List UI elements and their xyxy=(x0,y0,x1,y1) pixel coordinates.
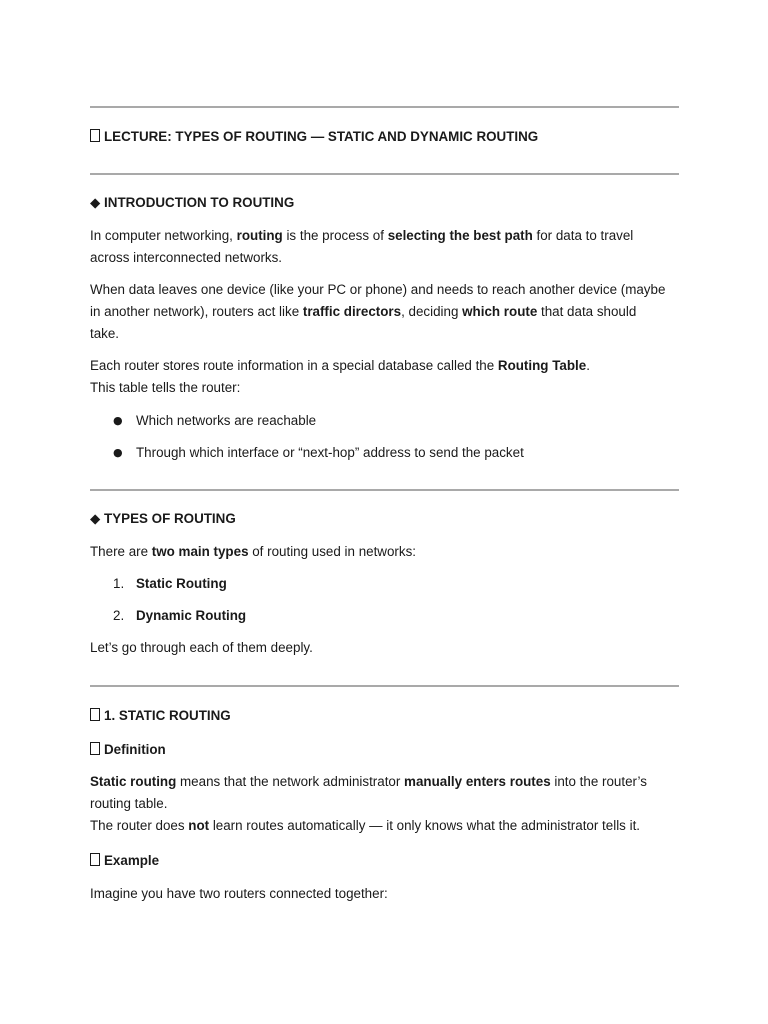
bullet-icon: ● xyxy=(113,446,123,459)
definition-heading: Definition xyxy=(90,739,680,761)
bullet-icon: ● xyxy=(113,414,123,427)
horizontal-rule xyxy=(90,489,679,491)
example-heading: Example xyxy=(90,850,680,872)
intro-paragraph-1-line-1: In computer networking, routing is the process of selecting the best path for data to travel xyxy=(90,228,634,243)
intro-paragraph-3-line-2: This table tells the router: xyxy=(90,380,241,395)
missing-glyph-box-icon xyxy=(90,742,100,755)
horizontal-rule xyxy=(90,685,679,687)
definition-line-2: routing table. xyxy=(90,796,168,811)
types-closing: Let’s go through each of them deeply. xyxy=(90,640,313,655)
types-paragraph: There are two main types of routing used in networks: xyxy=(90,544,416,559)
static-heading: 1. STATIC ROUTING xyxy=(90,705,680,727)
definition-line-3: The router does not learn routes automatically — it only knows what the administrator tells it. xyxy=(90,818,641,833)
missing-glyph-box-icon xyxy=(90,853,100,866)
types-heading: ◆ TYPES OF ROUTING xyxy=(90,508,680,531)
intro-paragraph-2-line-2: in another network), routers act like traffic directors, deciding which route that data should xyxy=(90,304,637,319)
list-item: Dynamic Routing xyxy=(136,608,247,623)
list-number: 1. xyxy=(113,576,125,591)
missing-glyph-box-icon xyxy=(90,129,100,142)
intro-paragraph-2-line-1: When data leaves one device (like your PC or phone) and needs to reach another device (maybe xyxy=(90,282,666,297)
intro-paragraph-1-line-2: across interconnected networks. xyxy=(90,250,283,265)
list-number: 2. xyxy=(113,608,125,623)
list-item: Which networks are reachable xyxy=(136,413,317,428)
intro-paragraph-2-line-3: take. xyxy=(90,326,120,341)
list-item: Through which interface or “next-hop” address to send the packet xyxy=(136,445,524,460)
diamond-icon: ◆ xyxy=(90,512,101,527)
diamond-icon: ◆ xyxy=(90,196,101,211)
horizontal-rule xyxy=(90,173,679,175)
intro-paragraph-3-line-1: Each router stores route information in a special database called the Routing Table. xyxy=(90,358,590,373)
lecture-title: LECTURE: TYPES OF ROUTING — STATIC AND DYNAMIC ROUTING xyxy=(90,126,680,148)
example-text: Imagine you have two routers connected together: xyxy=(90,886,388,901)
missing-glyph-box-icon xyxy=(90,708,100,721)
definition-line-1: Static routing means that the network administrator manually enters routes into the router’s xyxy=(90,774,647,789)
list-item: Static Routing xyxy=(136,576,227,591)
horizontal-rule xyxy=(90,106,679,108)
intro-heading: ◆ INTRODUCTION TO ROUTING xyxy=(90,192,680,215)
